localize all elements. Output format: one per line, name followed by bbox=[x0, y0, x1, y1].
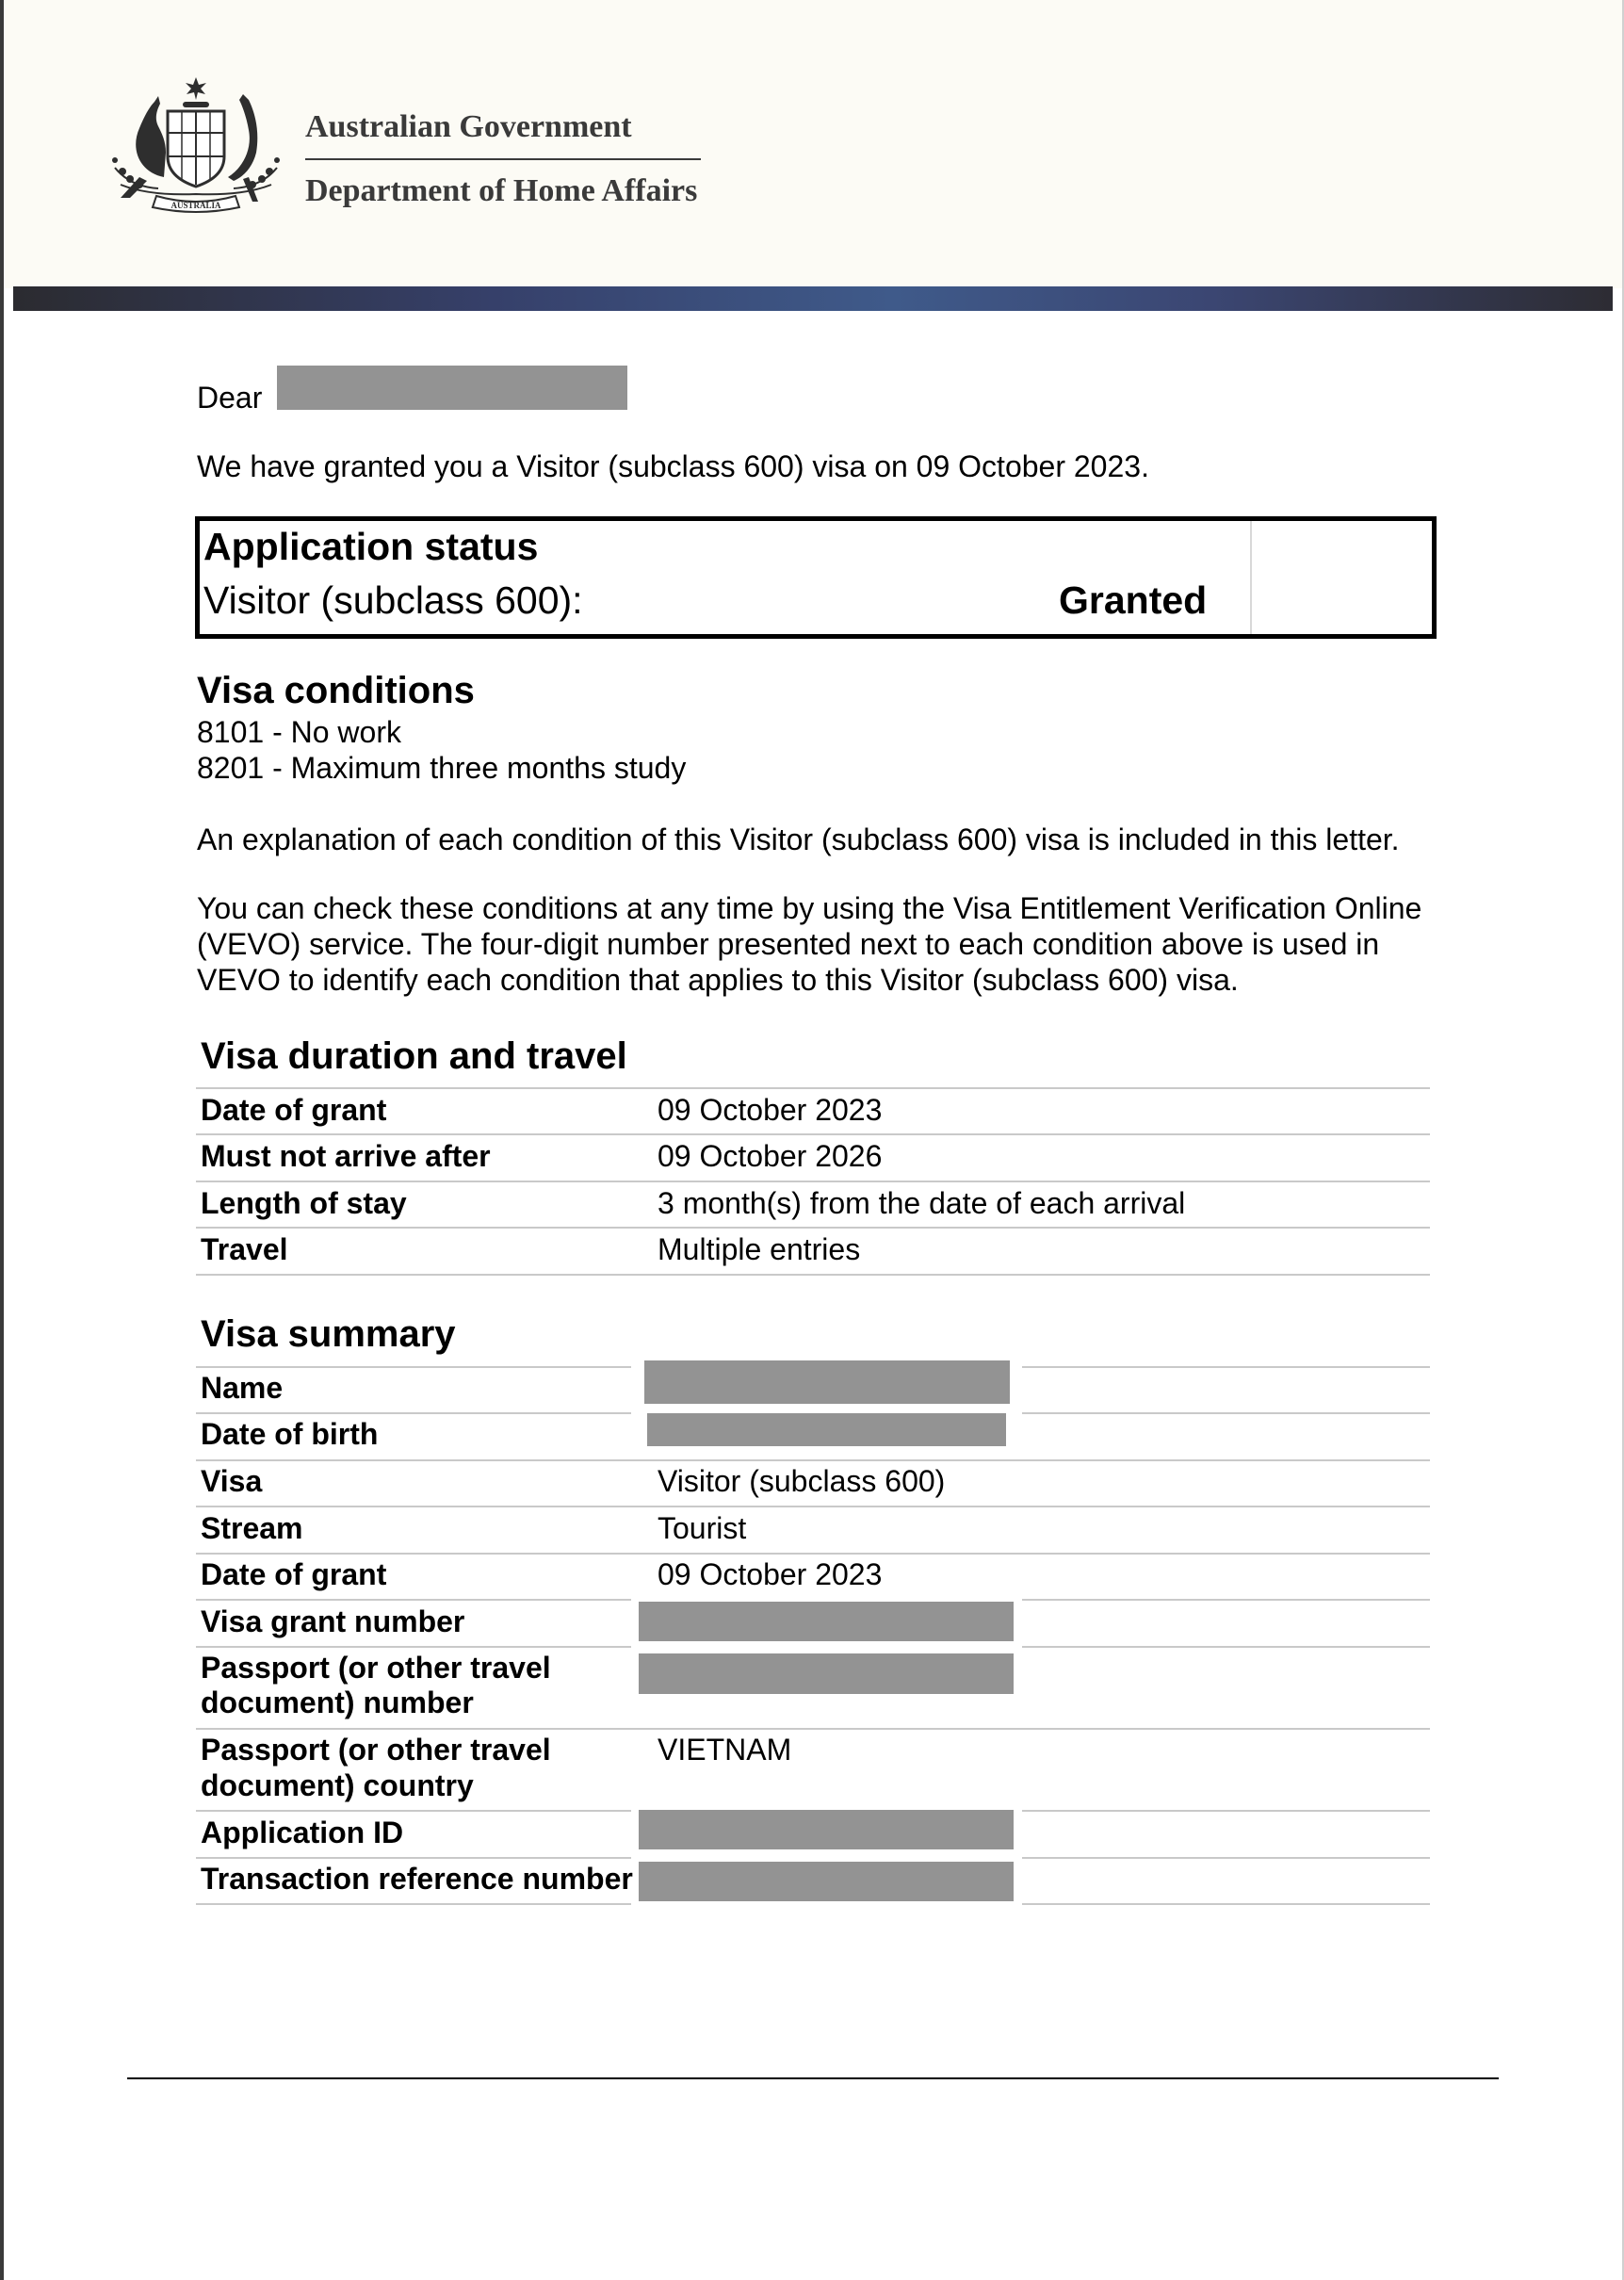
summary-label: Passport (or other travel bbox=[201, 1651, 551, 1685]
status-divider bbox=[1250, 521, 1252, 634]
summary-label: Application ID bbox=[201, 1816, 404, 1849]
duration-value: 09 October 2026 bbox=[658, 1139, 883, 1173]
duration-label: Date of grant bbox=[201, 1093, 387, 1127]
summary-label: Passport (or other travel bbox=[201, 1733, 551, 1767]
summary-label: Date of grant bbox=[201, 1557, 387, 1591]
vevo-paragraph-line: (VEVO) service. The four-digit number presented next to each condition above is used in bbox=[197, 927, 1380, 961]
table-row-divider bbox=[196, 1274, 1430, 1276]
department-title: Department of Home Affairs bbox=[305, 173, 698, 208]
summary-label: document) country bbox=[201, 1768, 474, 1802]
grant-intro: We have granted you a Visitor (subclass 600) visa on 09 October 2023. bbox=[197, 449, 1149, 483]
table-row-divider bbox=[196, 1646, 631, 1648]
redacted-passport-number bbox=[639, 1653, 1014, 1694]
status-badge: Granted bbox=[1059, 578, 1208, 622]
condition-item: 8201 - Maximum three months study bbox=[197, 751, 687, 785]
redacted-date-of-birth bbox=[647, 1413, 1006, 1446]
table-row-divider bbox=[196, 1181, 1430, 1182]
table-row-divider bbox=[196, 1728, 1430, 1730]
table-row-divider bbox=[1022, 1810, 1430, 1812]
table-row-divider bbox=[196, 1412, 631, 1414]
table-row-divider bbox=[1022, 1599, 1430, 1601]
conditions-explanation: An explanation of each condition of this Visitor (subclass 600) visa is included in this letter. bbox=[197, 822, 1400, 856]
duration-value: Multiple entries bbox=[658, 1232, 861, 1266]
summary-label: Visa bbox=[201, 1464, 263, 1498]
table-row-divider bbox=[1022, 1646, 1430, 1648]
summary-value: Visitor (subclass 600) bbox=[658, 1464, 946, 1498]
table-row-divider bbox=[196, 1810, 631, 1812]
vevo-paragraph-line: You can check these conditions at any time by using the Visa Entitlement Verification Online bbox=[197, 891, 1422, 925]
redacted-recipient-name bbox=[277, 366, 627, 410]
visa-conditions-heading: Visa conditions bbox=[197, 670, 475, 711]
vevo-paragraph-line: VEVO to identify each condition that applies to this Visitor (subclass 600) visa. bbox=[197, 963, 1239, 997]
duration-label: Travel bbox=[201, 1232, 288, 1266]
redacted-name bbox=[644, 1360, 1010, 1404]
table-row-divider bbox=[196, 1599, 631, 1601]
condition-item: 8101 - No work bbox=[197, 715, 401, 749]
summary-value: 09 October 2023 bbox=[658, 1557, 883, 1591]
duration-label: Must not arrive after bbox=[201, 1139, 491, 1173]
summary-heading: Visa summary bbox=[201, 1313, 456, 1355]
table-row-divider bbox=[196, 1133, 1430, 1135]
greeting: Dear bbox=[197, 381, 263, 415]
redacted-transaction-reference bbox=[639, 1862, 1014, 1901]
summary-label: Date of birth bbox=[201, 1417, 379, 1451]
government-title: Australian Government bbox=[305, 109, 632, 144]
table-row-divider bbox=[196, 1459, 1430, 1461]
table-row-divider bbox=[1022, 1412, 1430, 1414]
table-row-divider bbox=[196, 1903, 631, 1905]
table-row-divider bbox=[196, 1366, 631, 1368]
table-row-divider bbox=[196, 1087, 1430, 1089]
footer-divider bbox=[127, 2077, 1499, 2079]
summary-label: Stream bbox=[201, 1511, 303, 1545]
duration-label: Length of stay bbox=[201, 1186, 407, 1220]
table-row-divider bbox=[196, 1553, 1430, 1555]
summary-value: VIETNAM bbox=[658, 1733, 792, 1767]
crest-motto: AUSTRALIA bbox=[171, 201, 221, 210]
summary-label: Visa grant number bbox=[201, 1604, 465, 1638]
summary-value: Tourist bbox=[658, 1511, 747, 1545]
status-visa-label: Visitor (subclass 600): bbox=[203, 578, 583, 622]
table-row-divider bbox=[196, 1857, 631, 1859]
table-row-divider bbox=[1022, 1366, 1430, 1368]
summary-label: Name bbox=[201, 1371, 284, 1405]
summary-label: document) number bbox=[201, 1686, 474, 1719]
redacted-visa-grant-number bbox=[639, 1602, 1014, 1641]
duration-value: 09 October 2023 bbox=[658, 1093, 883, 1127]
application-status-heading: Application status bbox=[203, 525, 539, 568]
summary-label: Transaction reference number bbox=[201, 1862, 633, 1896]
table-row-divider bbox=[196, 1227, 1430, 1229]
redacted-application-id bbox=[639, 1810, 1014, 1849]
table-row-divider bbox=[1022, 1903, 1430, 1905]
table-row-divider bbox=[1022, 1857, 1430, 1859]
duration-value: 3 month(s) from the date of each arrival bbox=[658, 1186, 1186, 1220]
table-row-divider bbox=[196, 1506, 1430, 1507]
duration-heading: Visa duration and travel bbox=[201, 1035, 627, 1077]
